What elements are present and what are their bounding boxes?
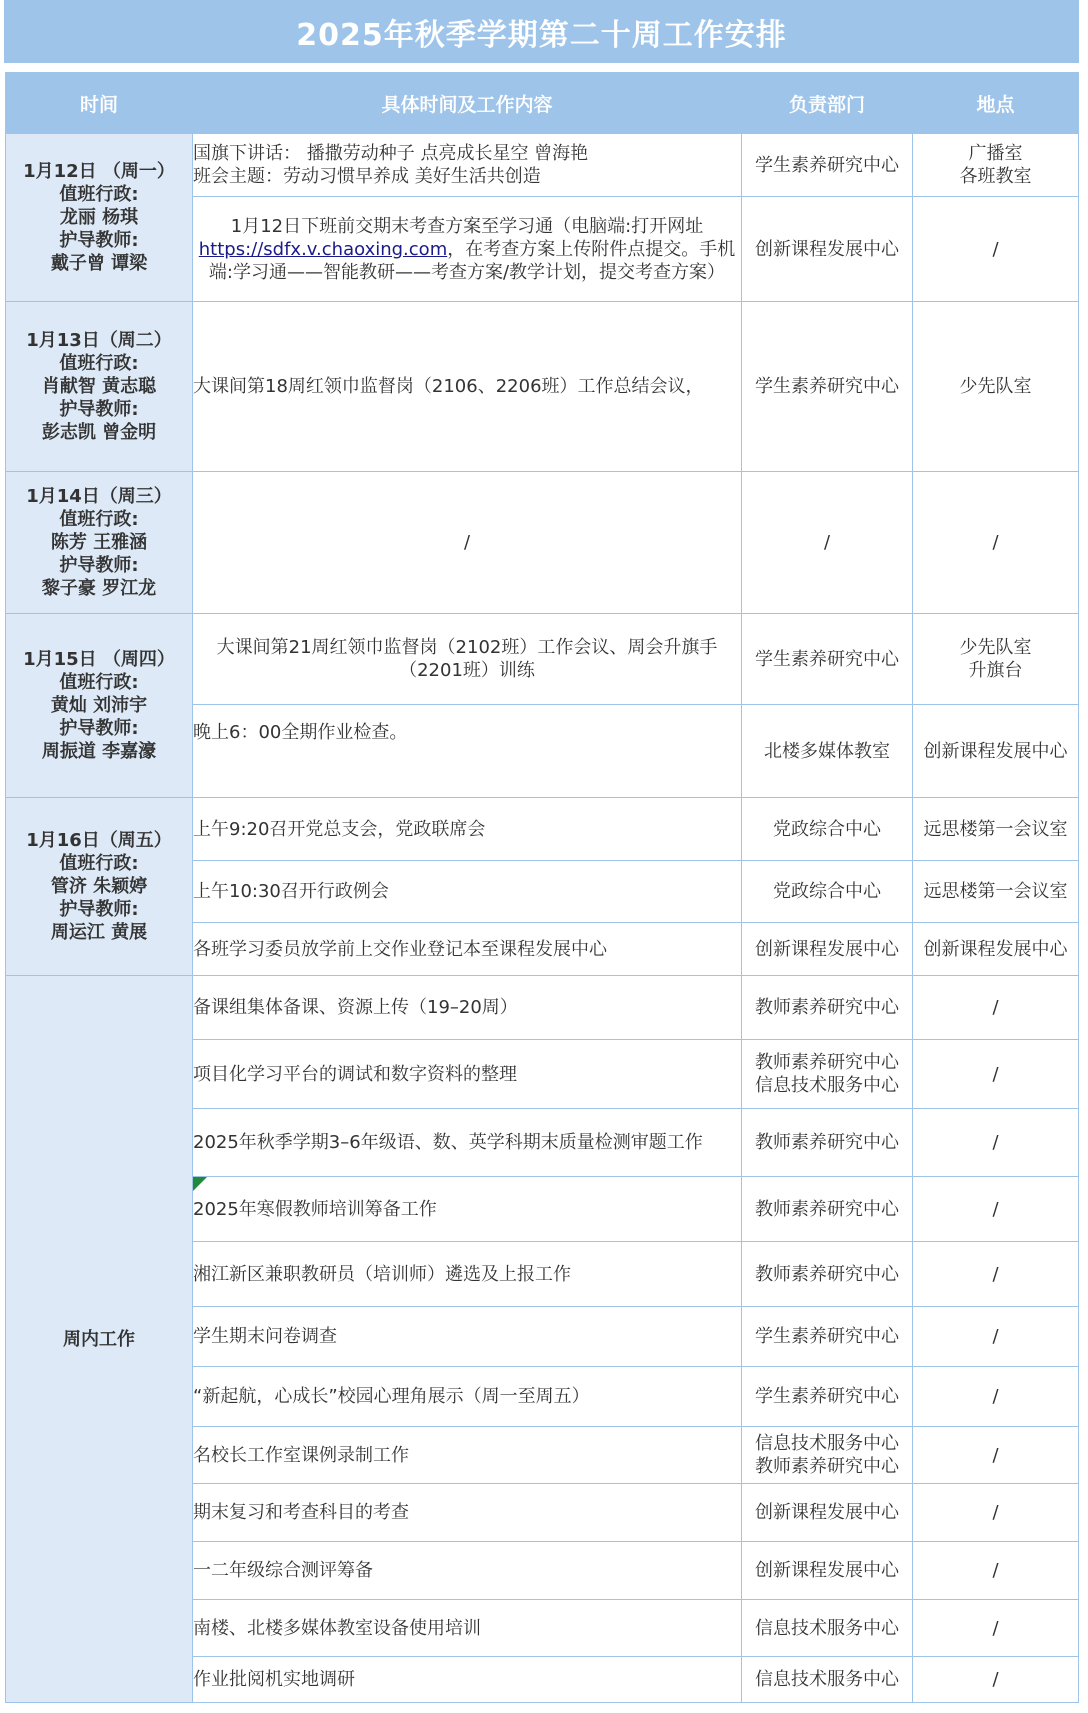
dept-cell: 学生素养研究中心 [742, 134, 913, 197]
work-content: 上午9:20召开党总支会，党政联席会 [193, 798, 742, 861]
work-content: 一二年级综合测评筹备 [193, 1542, 742, 1600]
place-cell: / [913, 197, 1079, 302]
work-content: 湘江新区兼职教研员（培训师）遴选及上报工作 [193, 1242, 742, 1307]
upload-link[interactable]: https://sdfx.v.chaoxing.com [198, 238, 448, 260]
place-cell: / [913, 1177, 1079, 1242]
place-line: 升旗台 [968, 660, 1023, 681]
dept-cell: 党政综合中心 [742, 798, 913, 861]
place-cell: / [913, 472, 1079, 614]
header-row [6, 73, 1079, 134]
table-row [6, 134, 1079, 197]
header-time: 时间 [6, 73, 193, 134]
weekly-work-label: 周内工作 [6, 976, 193, 1703]
place-cell: / [913, 1109, 1079, 1177]
day-cell-wednesday [6, 472, 193, 614]
place-cell: 少先队室 [913, 302, 1079, 472]
guide-names: 周运江 黄展 [50, 922, 148, 943]
table-row [6, 472, 1079, 614]
page-title: 2025年秋季学期第二十周工作安排 [4, 0, 1079, 63]
place-cell: 远思楼第一会议室 [913, 861, 1079, 923]
work-content: 项目化学习平台的调试和数字资料的整理 [193, 1040, 742, 1109]
table-row [6, 614, 1079, 705]
duty-names: 龙丽 杨琪 [59, 207, 139, 228]
work-content: 2025年秋季学期3–6年级语、数、英学科期末质量检测审题工作 [193, 1109, 742, 1177]
place-cell: / [913, 976, 1079, 1040]
duty-label: 值班行政: [59, 853, 139, 874]
comment-marker-icon [193, 1177, 207, 1191]
duty-names: 肖献智 黄志聪 [41, 376, 157, 397]
guide-names: 戴子曾 谭梁 [50, 253, 148, 274]
work-content: “新起航，心成长”校园心理角展示（周一至周五） [193, 1367, 742, 1427]
place-cell: 创新课程发展中心 [913, 923, 1079, 976]
work-content: 名校长工作室课例录制工作 [193, 1427, 742, 1484]
dept-cell: 北楼多媒体教室 [742, 705, 913, 798]
content-text: ，在考查方案上传附件点提交。手机端:学习通——智能教研——考查方案/教学计划，提交考查方案） [208, 238, 736, 283]
dept-line: 教师素养研究中心 [755, 1052, 899, 1073]
place-cell: / [913, 1484, 1079, 1542]
dept-cell: 教师素养研究中心 [742, 1242, 913, 1307]
place-line: 少先队室 [959, 637, 1032, 658]
place-cell: / [913, 1657, 1079, 1703]
guide-label: 护导教师: [59, 230, 139, 251]
dept-line: 教师素养研究中心 [755, 1456, 899, 1477]
day-date: 1月14日（周三） [26, 486, 172, 507]
work-content: 晚上6：00全期作业检查。 [193, 705, 742, 798]
guide-label: 护导教师: [59, 718, 139, 739]
day-cell-friday [6, 798, 193, 976]
guide-names: 周振道 李嘉濠 [41, 741, 157, 762]
dept-cell: 教师素养研究中心 [742, 976, 913, 1040]
place-cell [913, 614, 1079, 705]
place-cell: / [913, 1307, 1079, 1367]
dept-cell [742, 1040, 913, 1109]
work-content: 期末复习和考查科目的考查 [193, 1484, 742, 1542]
table-row [6, 798, 1079, 861]
work-content: 各班学习委员放学前上交作业登记本至课程发展中心 [193, 923, 742, 976]
work-content: / [193, 472, 742, 614]
dept-cell: 创新课程发展中心 [742, 1542, 913, 1600]
dept-cell: 创新课程发展中心 [742, 197, 913, 302]
day-cell-thursday [6, 614, 193, 798]
work-content: 上午10:30召开行政例会 [193, 861, 742, 923]
place-cell [913, 134, 1079, 197]
dept-cell: 信息技术服务中心 [742, 1600, 913, 1657]
guide-label: 护导教师: [59, 899, 139, 920]
work-content: 大课间第21周红领巾监督岗（2102班）工作会议、周会升旗手（2201班）训练 [193, 614, 742, 705]
dept-cell: 学生素养研究中心 [742, 614, 913, 705]
content-text: 2025年寒假教师培训筹备工作 [193, 1198, 437, 1220]
content-text: 1月12日下班前交期末考查方案至学习通（电脑端:打开网址 [230, 215, 704, 237]
day-cell-tuesday [6, 302, 193, 472]
guide-label: 护导教师: [59, 399, 139, 420]
duty-label: 值班行政: [59, 509, 139, 530]
place-cell: 远思楼第一会议室 [913, 798, 1079, 861]
dept-cell: 学生素养研究中心 [742, 1307, 913, 1367]
duty-names: 陈芳 王雅涵 [50, 532, 148, 553]
work-content [193, 1177, 742, 1242]
day-date: 1月13日（周二） [26, 330, 172, 351]
content-line: 国旗下讲话： 播撒劳动种子 点亮成长星空 曾海艳 [193, 143, 589, 164]
table-row [6, 302, 1079, 472]
guide-names: 黎子豪 罗江龙 [41, 578, 157, 599]
table-row [6, 976, 1079, 1040]
day-date: 1月16日（周五） [26, 830, 172, 851]
dept-cell: / [742, 472, 913, 614]
header-content: 具体时间及工作内容 [193, 73, 742, 134]
day-date: 1月15日 （周四） [23, 649, 175, 670]
work-content: 学生期末问卷调查 [193, 1307, 742, 1367]
guide-label: 护导教师: [59, 555, 139, 576]
place-cell: / [913, 1600, 1079, 1657]
dept-cell: 教师素养研究中心 [742, 1177, 913, 1242]
day-date: 1月12日 （周一） [23, 161, 175, 182]
work-content [193, 197, 742, 302]
dept-cell: 创新课程发展中心 [742, 923, 913, 976]
place-cell: / [913, 1427, 1079, 1484]
place-cell: / [913, 1367, 1079, 1427]
work-content: 南楼、北楼多媒体教室设备使用培训 [193, 1600, 742, 1657]
place-cell: / [913, 1542, 1079, 1600]
day-cell-monday [6, 134, 193, 302]
dept-cell: 信息技术服务中心 [742, 1657, 913, 1703]
schedule-table [5, 72, 1079, 1703]
header-dept: 负责部门 [742, 73, 913, 134]
dept-cell: 创新课程发展中心 [742, 1484, 913, 1542]
work-content: 备课组集体备课、资源上传（19–20周） [193, 976, 742, 1040]
duty-names: 管济 朱颖婷 [50, 876, 148, 897]
guide-names: 彭志凯 曾金明 [41, 422, 157, 443]
work-content: 大课间第18周红领巾监督岗（2106、2206班）工作总结会议， [193, 302, 742, 472]
dept-cell: 教师素养研究中心 [742, 1109, 913, 1177]
duty-label: 值班行政: [59, 353, 139, 374]
dept-line: 信息技术服务中心 [755, 1075, 899, 1096]
dept-cell: 学生素养研究中心 [742, 302, 913, 472]
dept-line: 信息技术服务中心 [755, 1433, 899, 1454]
dept-cell: 学生素养研究中心 [742, 1367, 913, 1427]
content-line: 班会主题：劳动习惯早养成 美好生活共创造 [193, 166, 541, 187]
duty-label: 值班行政: [59, 184, 139, 205]
place-line: 广播室 [968, 143, 1023, 164]
dept-cell [742, 1427, 913, 1484]
place-cell: / [913, 1242, 1079, 1307]
place-cell: / [913, 1040, 1079, 1109]
work-content: 作业批阅机实地调研 [193, 1657, 742, 1703]
dept-cell: 党政综合中心 [742, 861, 913, 923]
duty-label: 值班行政: [59, 672, 139, 693]
work-content [193, 134, 742, 197]
header-place: 地点 [913, 73, 1079, 134]
duty-names: 黄灿 刘沛宇 [50, 695, 148, 716]
place-line: 各班教室 [959, 166, 1032, 187]
place-cell: 创新课程发展中心 [913, 705, 1079, 798]
